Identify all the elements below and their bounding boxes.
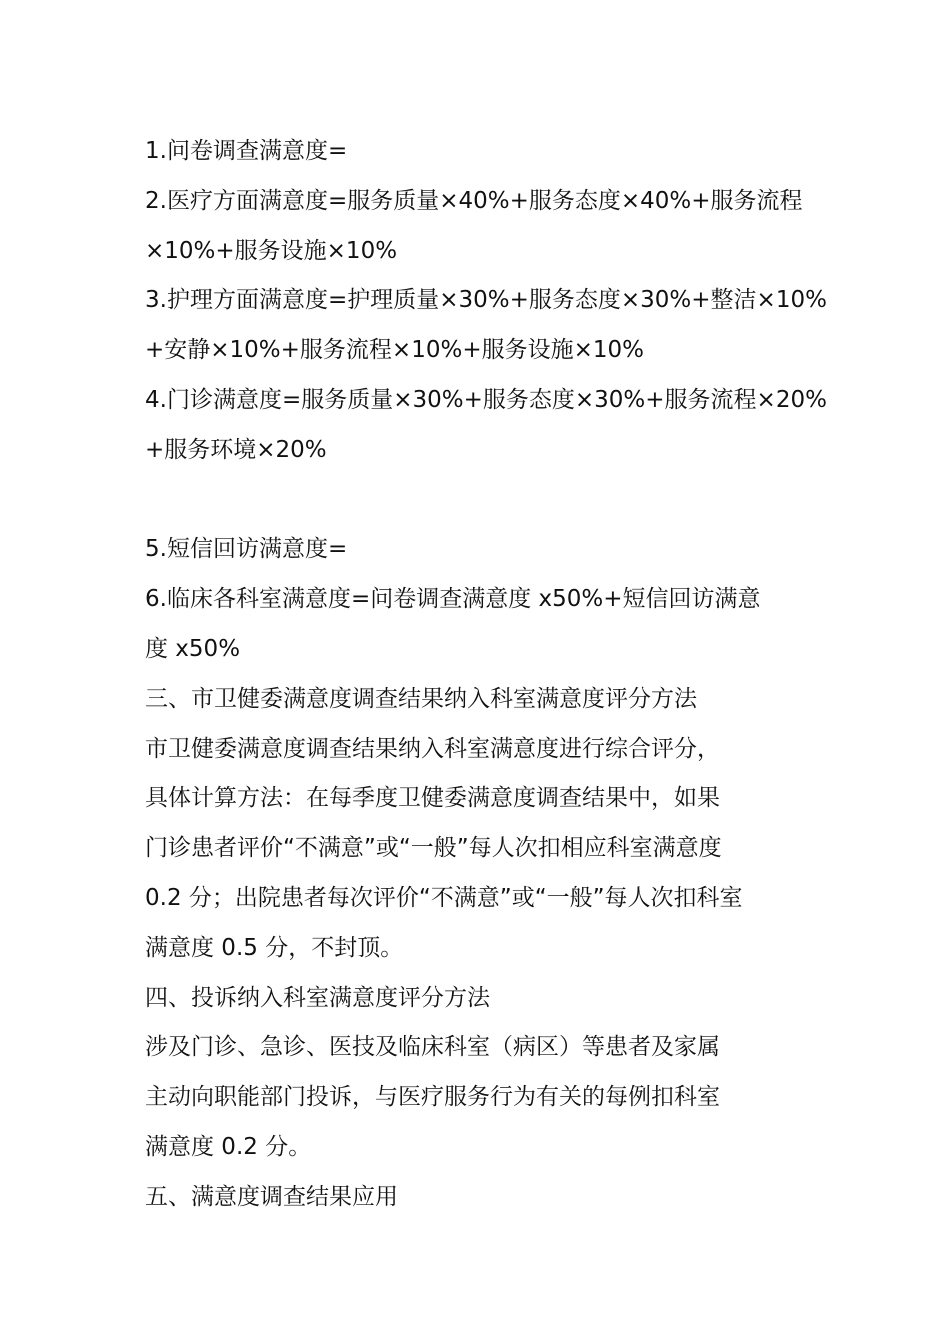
formula-line-nursing-cont: +安静×10%+服务流程×10%+服务设施×10%	[145, 337, 644, 364]
formula-line-outpatient: 4.门诊满意度=服务质量×30%+服务态度×30%+服务流程×20%	[145, 386, 827, 413]
paragraph-line: 满意度 0.5 分，不封顶。	[145, 934, 404, 961]
paragraph-line: 市卫健委满意度调查结果纳入科室满意度进行综合评分，	[145, 735, 720, 762]
formula-line-outpatient-cont: +服务环境×20%	[145, 436, 327, 463]
document-body	[145, 127, 827, 1223]
formula-line-clinical-cont: 度 x50%	[145, 635, 241, 662]
paragraph-line: 门诊患者评价“不满意”或“一般”每人次扣相应科室满意度	[145, 835, 722, 862]
paragraph-line: 0.2 分；出院患者每次评价“不满意”或“一般”每人次扣科室	[145, 884, 743, 911]
formula-line-sms: 5.短信回访满意度=	[145, 536, 348, 563]
paragraph-line: 满意度 0.2 分。	[145, 1133, 312, 1160]
formula-line-clinical: 6.临床各科室满意度=问卷调查满意度 x50%+短信回访满意	[145, 586, 761, 613]
section-heading-4: 四、投诉纳入科室满意度评分方法	[145, 984, 490, 1011]
paragraph-line: 涉及门诊、急诊、医技及临床科室（病区）等患者及家属	[145, 1034, 720, 1061]
section-heading-5: 五、满意度调查结果应用	[145, 1183, 398, 1210]
paragraph-line: 主动向职能部门投诉，与医疗服务行为有关的每例扣科室	[145, 1084, 720, 1111]
formula-line-medical-cont: ×10%+服务设施×10%	[145, 237, 398, 264]
blank-line	[145, 476, 813, 526]
formula-line-medical: 2.医疗方面满意度=服务质量×40%+服务态度×40%+服务流程	[145, 187, 803, 214]
formula-line-questionnaire: 1.问卷调查满意度=	[145, 138, 348, 164]
formula-line-nursing: 3.护理方面满意度=护理质量×30%+服务态度×30%+整洁×10%	[145, 287, 827, 314]
section-heading-3: 三、市卫健委满意度调查结果纳入科室满意度评分方法	[145, 685, 697, 712]
paragraph-line: 具体计算方法：在每季度卫健委满意度调查结果中，如果	[145, 785, 720, 812]
